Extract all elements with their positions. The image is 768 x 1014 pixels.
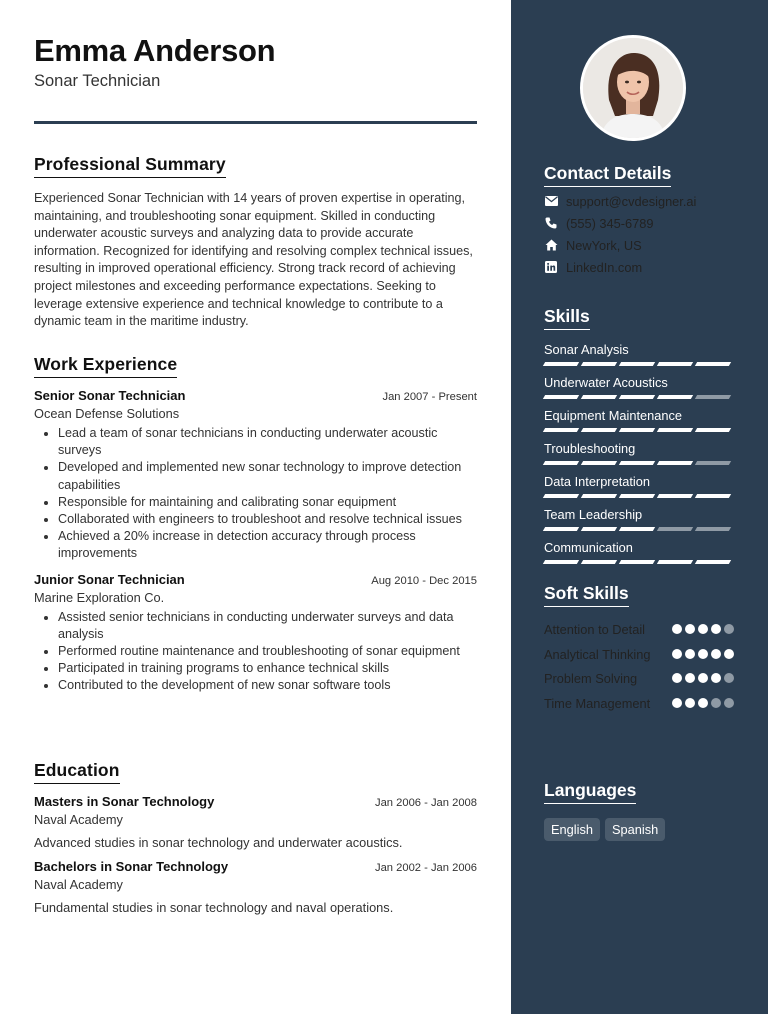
rating-dot bbox=[685, 698, 695, 708]
phone-icon bbox=[544, 216, 558, 230]
skill-level-segment bbox=[657, 527, 693, 531]
candidate-title: Sonar Technician bbox=[34, 72, 161, 90]
skill-level-segment bbox=[695, 527, 731, 531]
skill-level-segment bbox=[581, 428, 617, 432]
skill-level-segment bbox=[581, 527, 617, 531]
rating-dot bbox=[685, 673, 695, 683]
job-company: Ocean Defense Solutions bbox=[34, 406, 180, 421]
education-school: Naval Academy bbox=[34, 877, 123, 892]
contact-heading: Contact Details bbox=[544, 163, 671, 187]
languages-heading: Languages bbox=[544, 780, 636, 804]
job-bullets bbox=[34, 609, 477, 695]
skills-section bbox=[544, 306, 734, 564]
job-date: Jan 2007 - Present bbox=[382, 391, 477, 403]
rating-dot bbox=[698, 624, 708, 634]
rating-dot bbox=[711, 673, 721, 683]
skill-level-segment bbox=[695, 395, 731, 399]
language-list bbox=[544, 818, 734, 841]
skill-level-segment bbox=[619, 428, 655, 432]
skill-name: Communication bbox=[544, 540, 633, 555]
job-entry bbox=[34, 572, 477, 695]
rating-dot bbox=[672, 624, 682, 634]
soft-skill-rating bbox=[672, 624, 734, 634]
header-divider bbox=[34, 121, 477, 124]
contact-linkedin-text: LinkedIn.com bbox=[566, 259, 643, 275]
education-section bbox=[34, 760, 477, 915]
education-date: Jan 2006 - Jan 2008 bbox=[374, 797, 477, 809]
skill-level-segment bbox=[619, 560, 655, 564]
skill-level-segment bbox=[619, 395, 655, 399]
rating-dot bbox=[724, 673, 734, 683]
skill-level-segment bbox=[657, 560, 693, 564]
education-entry bbox=[34, 859, 477, 915]
contact-email-text: support@cvdesigner.ai bbox=[566, 193, 697, 209]
person-avatar-icon bbox=[583, 38, 683, 138]
education-degree: Masters in Sonar Technology bbox=[34, 794, 215, 809]
education-heading: Education bbox=[34, 760, 120, 784]
job-role: Junior Sonar Technician bbox=[34, 571, 185, 587]
rating-dot bbox=[711, 624, 721, 634]
skill-level-segment bbox=[657, 395, 693, 399]
skill-level-bar bbox=[544, 395, 734, 399]
soft-skills-section bbox=[544, 583, 734, 712]
education-date: Jan 2002 - Jan 2006 bbox=[374, 862, 477, 874]
rating-dot bbox=[672, 673, 682, 683]
skill-level-segment bbox=[581, 395, 617, 399]
job-bullet: • Responsible for maintaining and calibrating sonar equipment bbox=[58, 494, 477, 511]
skill-level-bar bbox=[544, 560, 734, 564]
skill-level-segment bbox=[543, 560, 579, 564]
skill-level-segment bbox=[581, 494, 617, 498]
job-bullet: • Lead a team of sonar technicians in conducting underwater acoustic surveys bbox=[58, 425, 477, 459]
skill-item bbox=[544, 540, 734, 564]
contact-email[interactable] bbox=[544, 193, 744, 209]
skill-level-segment bbox=[543, 461, 579, 465]
skill-level-segment bbox=[619, 494, 655, 498]
soft-skill-item bbox=[544, 670, 734, 688]
rating-dot bbox=[711, 649, 721, 659]
skill-level-segment bbox=[657, 494, 693, 498]
soft-skill-name: Analytical Thinking bbox=[544, 646, 651, 662]
skill-level-segment bbox=[581, 362, 617, 366]
rating-dot bbox=[698, 649, 708, 659]
soft-skill-name: Problem Solving bbox=[544, 671, 638, 686]
skill-level-segment bbox=[619, 362, 655, 366]
home-icon bbox=[544, 238, 558, 252]
soft-skills-heading: Soft Skills bbox=[544, 583, 629, 607]
soft-skill-name: Time Management bbox=[544, 695, 651, 711]
rating-dot bbox=[672, 649, 682, 659]
skill-level-segment bbox=[619, 527, 655, 531]
linkedin-icon bbox=[544, 260, 558, 274]
candidate-name: Emma Anderson bbox=[34, 33, 276, 68]
skill-item bbox=[544, 375, 734, 399]
skill-level-segment bbox=[581, 461, 617, 465]
skills-heading: Skills bbox=[544, 306, 590, 330]
rating-dot bbox=[672, 698, 682, 708]
summary-section bbox=[34, 154, 477, 331]
soft-skill-name: Attention to Detail bbox=[544, 622, 646, 637]
education-school: Naval Academy bbox=[34, 812, 123, 827]
rating-dot bbox=[698, 698, 708, 708]
contact-location bbox=[544, 237, 744, 253]
skill-level-bar bbox=[544, 494, 734, 498]
language-tag: English bbox=[544, 818, 600, 841]
skill-level-segment bbox=[543, 428, 579, 432]
job-bullet: • Developed and implemented new sonar technology to improve detection capabilities bbox=[58, 459, 477, 493]
soft-skill-item bbox=[544, 646, 734, 664]
job-bullet: • Contributed to the development of new sonar software tools bbox=[58, 677, 477, 694]
skill-name: Data Interpretation bbox=[544, 474, 650, 489]
contact-phone-text: (555) 345-6789 bbox=[566, 215, 654, 231]
envelope-icon bbox=[544, 194, 558, 208]
skill-level-bar bbox=[544, 461, 734, 465]
skill-level-segment bbox=[695, 461, 731, 465]
skill-level-segment bbox=[543, 527, 579, 531]
skill-level-segment bbox=[695, 362, 731, 366]
contact-phone[interactable] bbox=[544, 215, 744, 231]
skill-level-segment bbox=[543, 395, 579, 399]
job-bullet: • Achieved a 20% increase in detection accuracy through process improvements bbox=[58, 528, 477, 562]
skill-name: Equipment Maintenance bbox=[544, 408, 683, 423]
soft-skill-rating bbox=[672, 673, 734, 683]
skill-level-segment bbox=[695, 560, 731, 564]
skill-level-bar bbox=[544, 428, 734, 432]
skill-item bbox=[544, 474, 734, 498]
skill-item bbox=[544, 507, 734, 531]
skill-level-segment bbox=[657, 362, 693, 366]
contact-location-text: NewYork, US bbox=[566, 237, 642, 253]
soft-skill-rating bbox=[672, 698, 734, 708]
education-description: Advanced studies in sonar technology and underwater acoustics. bbox=[34, 835, 403, 850]
education-degree: Bachelors in Sonar Technology bbox=[34, 859, 229, 874]
language-tag: Spanish bbox=[605, 818, 665, 841]
skill-level-bar bbox=[544, 527, 734, 531]
rating-dot bbox=[685, 624, 695, 634]
rating-dot bbox=[724, 698, 734, 708]
skill-level-segment bbox=[543, 494, 579, 498]
skill-level-segment bbox=[657, 461, 693, 465]
job-company: Marine Exploration Co. bbox=[34, 589, 165, 605]
profile-photo bbox=[580, 35, 686, 141]
skill-item bbox=[544, 408, 734, 432]
job-bullet: • Collaborated with engineers to troubleshoot and resolve technical issues bbox=[58, 511, 477, 528]
summary-heading: Professional Summary bbox=[34, 154, 226, 178]
skill-name: Sonar Analysis bbox=[544, 342, 629, 357]
skill-level-segment bbox=[581, 560, 617, 564]
skill-level-segment bbox=[657, 428, 693, 432]
summary-text: Experienced Sonar Technician with 14 years of proven expertise in operating, maintaining, and troubleshooting sonar equipment. Skilled in conducting underwater acoustic surveys and analyzing data to provide accurate information. Recognized for identifying and resolving complex technical issues, resulting in improved operational efficiency. Strong track record of achieving project milestones and exceeding performance expectations. Seeking to leverage extensive experience and technical knowledge to contribute to a dynamic team in the maritime industry. bbox=[34, 191, 473, 329]
job-role: Senior Sonar Technician bbox=[34, 388, 186, 403]
skill-name: Troubleshooting bbox=[544, 441, 636, 456]
job-bullets bbox=[34, 425, 477, 563]
skill-level-bar bbox=[544, 362, 734, 366]
skill-item bbox=[544, 342, 734, 366]
education-description: Fundamental studies in sonar technology and naval operations. bbox=[34, 900, 394, 915]
job-bullet: • Performed routine maintenance and troubleshooting of sonar equipment bbox=[58, 643, 477, 660]
work-heading: Work Experience bbox=[34, 354, 177, 378]
soft-skill-rating bbox=[672, 649, 734, 659]
rating-dot bbox=[724, 624, 734, 634]
job-bullet: • Assisted senior technicians in conducting underwater surveys and data analysis bbox=[58, 609, 477, 643]
languages-section bbox=[544, 780, 734, 841]
soft-skill-item bbox=[544, 621, 734, 639]
rating-dot bbox=[724, 649, 734, 659]
skill-item bbox=[544, 441, 734, 465]
rating-dot bbox=[711, 698, 721, 708]
rating-dot bbox=[698, 673, 708, 683]
work-section bbox=[34, 354, 477, 695]
soft-skill-item bbox=[544, 695, 734, 713]
skill-level-segment bbox=[543, 362, 579, 366]
skill-level-segment bbox=[695, 494, 731, 498]
contact-section bbox=[544, 163, 744, 275]
job-bullet: • Participated in training programs to enhance technical skills bbox=[58, 660, 477, 677]
job-entry bbox=[34, 388, 477, 563]
job-date: Aug 2010 - Dec 2015 bbox=[371, 574, 477, 587]
rating-dot bbox=[685, 649, 695, 659]
skill-level-segment bbox=[695, 428, 731, 432]
skill-level-segment bbox=[619, 461, 655, 465]
education-entry bbox=[34, 794, 477, 850]
skill-name: Team Leadership bbox=[544, 507, 643, 522]
contact-linkedin[interactable] bbox=[544, 259, 744, 275]
skill-name: Underwater Acoustics bbox=[544, 375, 668, 390]
